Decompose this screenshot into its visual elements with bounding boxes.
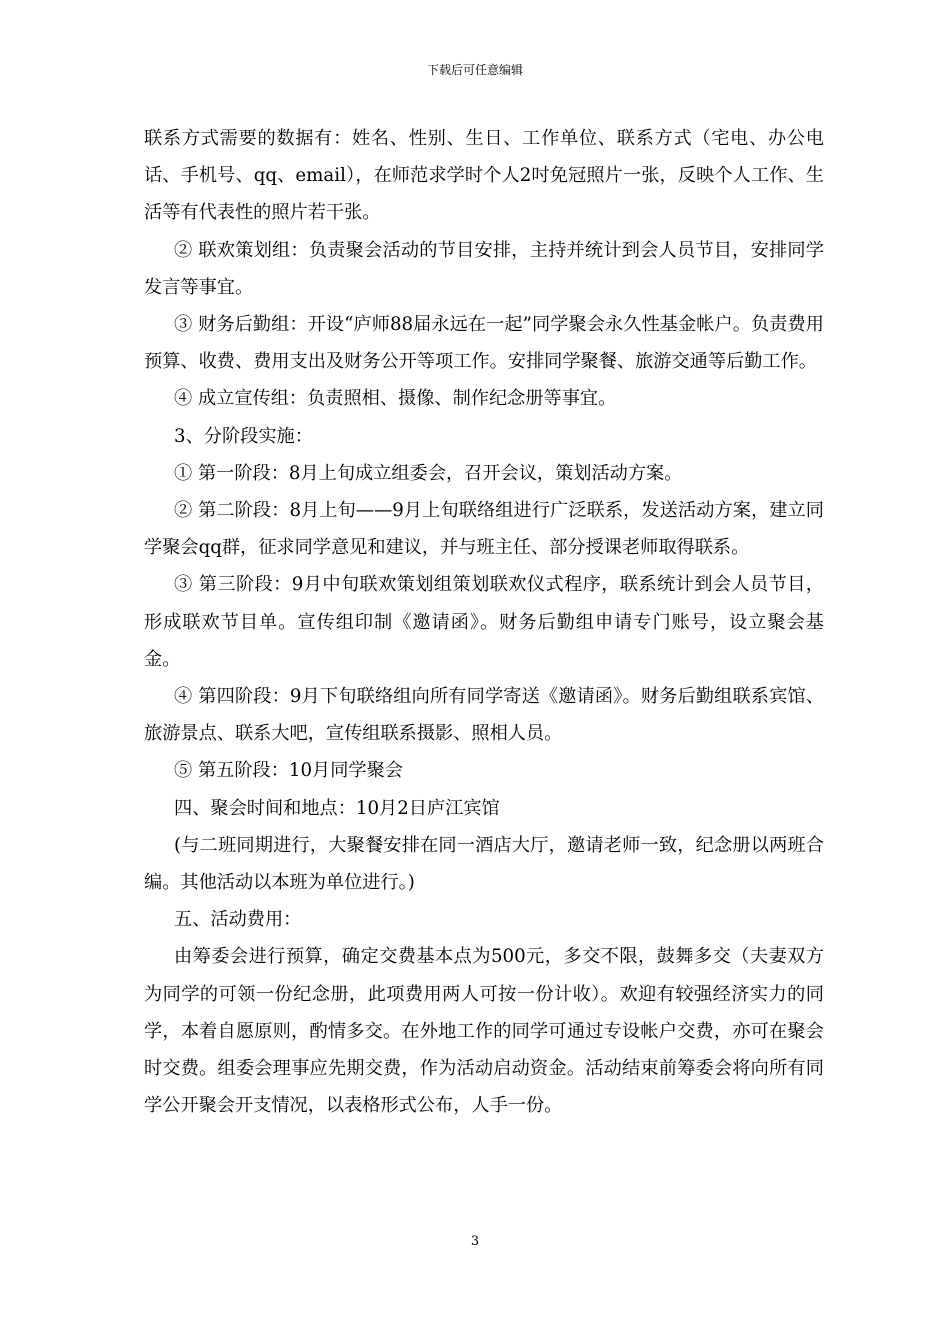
paragraph-4: ④ 成立宣传组：负责照相、摄像、制作纪念册等事宜。 xyxy=(174,388,617,410)
paragraph-8: ③ 第三阶段：9月中旬联欢策划组策划联欢仪式程序，联系统计到会人员节目，形成联欢节目单。宣传组印制《邀请函》。财务后勤组申请专门账号，设立聚会基金。 xyxy=(144,574,824,670)
paragraph-3: ③ 财务后勤组：开设“庐师88届永远在一起”同学聚会永久性基金帐户。负责费用预算、收费、费用支出及财务公开等项工作。安排同学聚餐、旅游交通等后勤工作。 xyxy=(144,314,824,373)
paragraph-7: ② 第二阶段：8月上旬——9月上旬联络组进行广泛联系，发送活动方案，建立同学聚会qq群，征求同学意见和建议，并与班主任、部分授课老师取得联系。 xyxy=(144,500,824,559)
paragraph-5: 3、分阶段实施： xyxy=(174,425,313,447)
paragraph-10: ⑤ 第五阶段：10月同学聚会 xyxy=(174,760,403,782)
paragraph-14: 由筹委会进行预算，确定交费基本点为500元，多交不限，鼓舞多交（夫妻双方为同学的可领一份纪念册，此项费用两人可按一份计收）。欢迎有较强经济实力的同学，本着自愿原则，酌情多交。在外地工作的同学可通过专设帐户交费，亦可在聚会时交费。组委会理事应先期交费，作为活动启动资金。活动结束前筹委会将向所有同学公开聚会开支情况，以表格形式公布，人手一份。 xyxy=(144,946,824,1117)
page-number: 3 xyxy=(470,1234,480,1249)
paragraph-1: 联系方式需要的数据有：姓名、性别、生日、工作单位、联系方式（宅电、办公电话、手机号、qq、email），在师范求学时个人2吋免冠照片一张，反映个人工作、生活等有代表性的照片若干张。 xyxy=(144,128,824,224)
paragraph-11: 四、聚会时间和地点：10月2日庐江宾馆 xyxy=(174,797,500,819)
page-header: 下载后可任意编辑 xyxy=(426,63,523,77)
document-body xyxy=(144,120,824,1124)
paragraph-13: 五、活动费用： xyxy=(174,909,302,931)
paragraph-12: (与二班同期进行，大聚餐安排在同一酒店大厅，邀请老师一致，纪念册以两班合编。其他活动以本班为单位进行。) xyxy=(144,834,824,894)
paragraph-9: ④ 第四阶段：9月下旬联络组向所有同学寄送《邀请函》。财务后勤组联系宾馆、旅游景点、联系大吧，宣传组联系摄影、照相人员。 xyxy=(144,686,824,745)
paragraph-6: ① 第一阶段：8月上旬成立组委会，召开会议，策划活动方案。 xyxy=(174,462,683,484)
paragraph-2: ② 联欢策划组：负责聚会活动的节目安排，主持并统计到会人员节目，安排同学发言等事宜。 xyxy=(144,239,824,298)
